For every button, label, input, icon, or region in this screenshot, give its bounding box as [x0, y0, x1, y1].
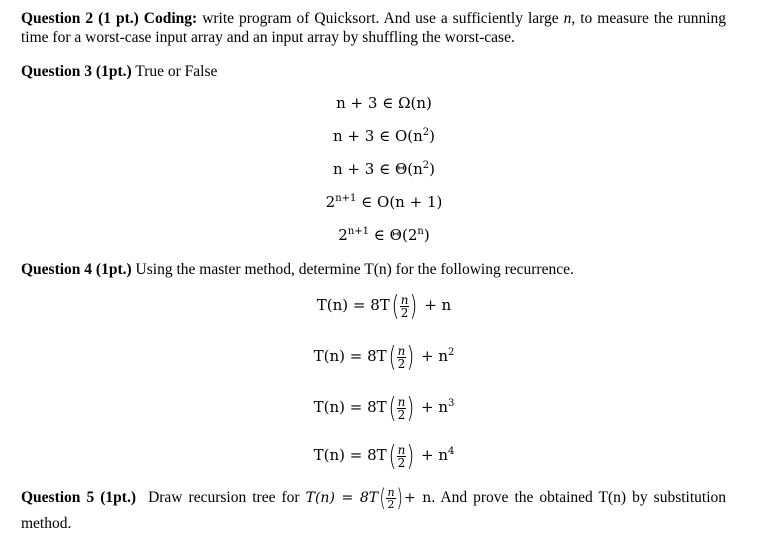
question-2-text-cont: , to measure the running time for a worst-case input array and an input array by shuffling the worst-case. — [21, 10, 727, 46]
q3-equation-4 — [0, 191, 768, 213]
q3-equation-3 — [0, 158, 768, 180]
q3-eq2-text: n + 3 ∈ O(n — [333, 127, 423, 145]
q4-r1-numerator: n — [400, 292, 409, 307]
question-3-label: Question 3 (1pt.) — [21, 63, 132, 80]
q4-r3-lhs: T(n) = 8T — [313, 398, 387, 416]
question-4-text: Using the master method, determine T(n) for the following recurrence. — [135, 261, 574, 278]
question-5-label: Question 5 (1pt.) — [21, 489, 136, 506]
q5-term: + n — [403, 490, 432, 506]
q4-r1-denominator: 2 — [400, 305, 409, 320]
question-5-text-cont: . And prove the obtained T(n) by substitution method. — [21, 489, 727, 532]
q4-r4-denominator: 2 — [397, 455, 406, 470]
q3-eq2-tail: ) — [429, 127, 435, 145]
question-4-label: Question 4 (1pt.) — [21, 261, 132, 278]
q4-r3-denominator: 2 — [397, 407, 406, 422]
q4-r2-numerator: n — [397, 343, 406, 358]
question-2 — [21, 9, 726, 47]
q4-recurrence-3: T(n) = 8T ( $\frac{n}{2}$ ) + $n^3$ — [313, 391, 455, 424]
q4-r2-exponent: 2 — [448, 347, 455, 358]
q3-eq4-tail: ∈ O(n + 1) — [356, 193, 443, 211]
q5-formula-lhs: T(n) = 8T — [305, 490, 379, 506]
q3-eq4-exponent: n+1 — [335, 193, 357, 204]
q3-eq3-exponent: 2 — [422, 160, 430, 171]
q4-r4-lhs: T(n) = 8T — [313, 446, 387, 464]
q3-eq2-exponent: 2 — [422, 127, 430, 138]
q3-equation-1 — [0, 92, 768, 114]
q3-eq4-base: 2 — [325, 193, 336, 211]
q4-r3-numerator: n — [397, 394, 406, 409]
q5-denominator: 2 — [387, 497, 395, 511]
q4-r1-term: + n — [424, 296, 452, 314]
q4-r3-exponent: 3 — [448, 398, 455, 409]
question-3-text: True or False — [135, 63, 218, 80]
question-2-variable: n — [563, 10, 572, 27]
question-5-formula: T(n) = 8T ( $\frac{n}{2}$ ) + n — [305, 484, 432, 512]
q3-eq5-base: 2 — [338, 226, 348, 244]
q3-eq5-tail: ∈ Θ(2 — [369, 226, 418, 244]
question-5-text: Draw recursion tree for — [148, 489, 300, 506]
q3-eq3-tail: ) — [429, 160, 435, 178]
q4-r2-lhs: T(n) = 8T — [313, 347, 387, 365]
question-2-label: Question 2 (1 pt.) Coding: — [21, 10, 198, 27]
question-2-text: write program of Quicksort. And use a sufficiently large — [202, 10, 559, 27]
question-3 — [21, 62, 726, 81]
q4-r4-exponent: 4 — [448, 446, 455, 457]
q3-eq5-exponent-2: n — [417, 226, 424, 237]
q4-r2-denominator: 2 — [397, 356, 406, 371]
q3-eq5-tail-2: ) — [423, 226, 430, 244]
q4-r1-lhs: T(n) = 8T — [316, 296, 390, 314]
question-5 — [21, 485, 726, 537]
q5-numerator: n — [387, 485, 395, 499]
q4-recurrence-1: T(n) = 8T ( $\frac{n}{2}$ ) + n — [316, 289, 452, 322]
q4-recurrence-2: T(n) = 8T ( $\frac{n}{2}$ ) + $n^2$ — [313, 340, 455, 373]
question-4 — [21, 260, 726, 279]
q4-r4-numerator: n — [397, 442, 406, 457]
q4-recurrence-4: T(n) = 8T ( $\frac{n}{2}$ ) + $n^4$ — [313, 439, 455, 472]
q4-r4-term: + n — [421, 446, 449, 464]
q3-eq3-text: n + 3 ∈ Θ(n — [333, 160, 423, 178]
q3-equation-2 — [0, 125, 768, 147]
q3-eq1-text: n + 3 ∈ Ω(n) — [336, 94, 432, 112]
q4-r3-term: + n — [421, 398, 449, 416]
q3-equation-5 — [0, 224, 768, 246]
q3-eq5-exponent: n+1 — [347, 226, 370, 237]
q4-r2-term: + n — [421, 347, 449, 365]
